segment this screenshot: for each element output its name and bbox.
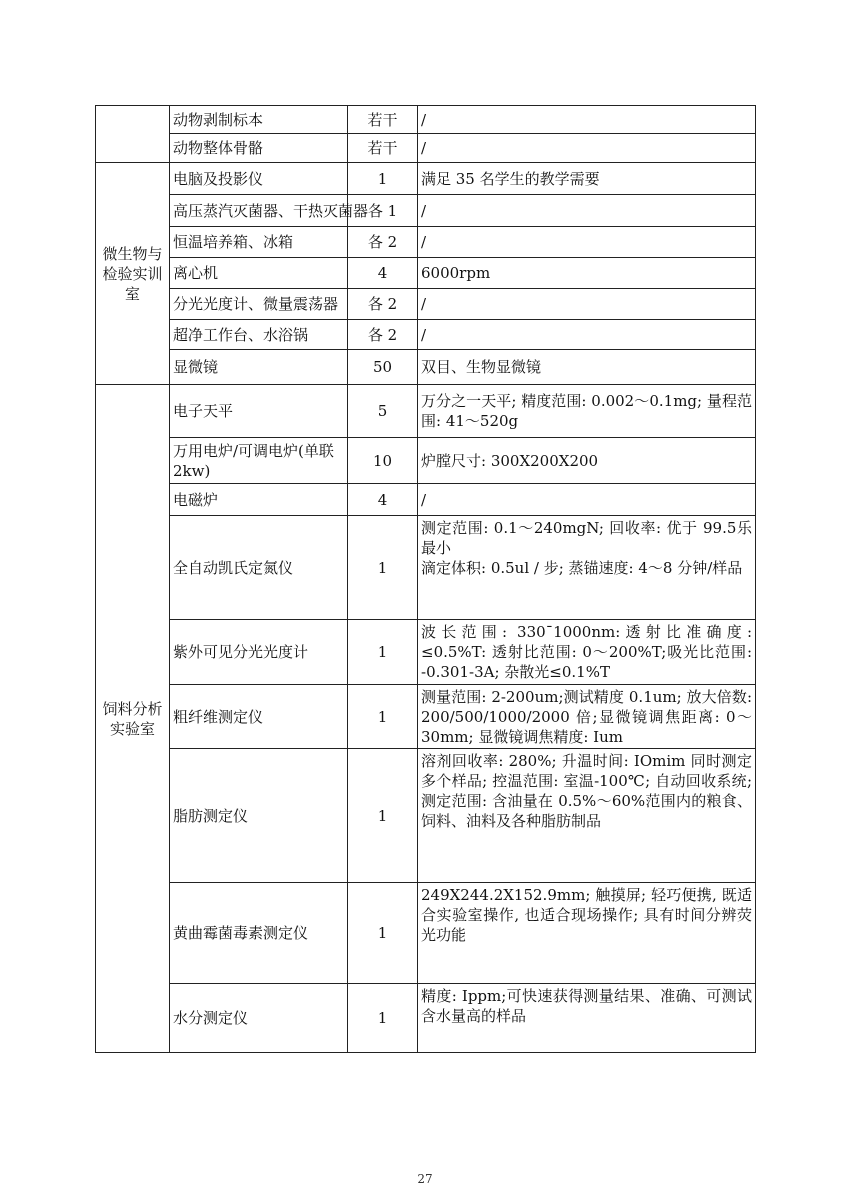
table-row [96,163,756,195]
equipment-name: 动物整体骨骼 [170,134,348,163]
equipment-spec [418,620,756,685]
room-cell [96,106,170,163]
equipment-name: 万用电炉/可调电炉(单联 2kw) [170,438,348,484]
table-row [96,438,756,484]
spec-text: 测定范围: 0.1～240mgN; 回收率: 优于 99.5乐最小 滴定体积: 0.5ul / 步; 蒸锚速度: 4～8 分钟/样品 [421,519,752,577]
equipment-spec: / [418,484,756,516]
table-row [96,685,756,749]
equipment-quantity: 各 2 [348,227,418,258]
room-cell: 微生物与检验实训室 [96,163,170,385]
room-cell: 饲料分析实验室 [96,385,170,1053]
equipment-quantity: 4 [348,484,418,516]
spec-text: 万分之一天平; 精度范围: 0.002～0.1mg; 量程范围: 41～520g [421,392,752,430]
table-row [96,289,756,320]
equipment-name: 动物剥制标本 [170,106,348,134]
spec-text: 249X244.2X152.9mm; 触摸屏; 轻巧便携, 既适合实验室操作, 也适合现场操作; 具有时间分辨荧光功能 [421,886,752,944]
equipment-name: 粗纤维测定仪 [170,685,348,749]
equipment-spec [418,516,756,620]
table-row [96,350,756,385]
table-row [96,749,756,883]
spec-text: 溶剂回收率: 280%; 升温时间: IOmim 同时测定多个样品; 控温范围: 室温-100℃; 自动回收系统; 测定范围: 含油量在 0.5%～60%范围内的粮食、饲料、油料及各种脂肪制品 [421,752,752,830]
equipment-spec [418,385,756,438]
page-number: 27 [417,1172,433,1186]
equipment-quantity: 1 [348,749,418,883]
table-row [96,195,756,227]
equipment-quantity: 10 [348,438,418,484]
equipment-quantity: 1 [348,620,418,685]
table-row [96,134,756,163]
equipment-quantity: 1 [348,685,418,749]
equipment-name: 全自动凯氏定氮仪 [170,516,348,620]
equipment-name: 恒温培养箱、冰箱 [170,227,348,258]
table-row [96,516,756,620]
equipment-spec: 炉膛尺寸: 300X200X200 [418,438,756,484]
equipment-name: 脂肪测定仪 [170,749,348,883]
table-row [96,258,756,289]
equipment-spec: / [418,106,756,134]
equipment-name: 黄曲霉菌毒素测定仪 [170,883,348,984]
equipment-name: 电子天平 [170,385,348,438]
table-row [96,227,756,258]
equipment-spec: 6000rpm [418,258,756,289]
equipment-spec: / [418,134,756,163]
equipment-spec [418,984,756,1053]
equipment-name: 离心机 [170,258,348,289]
equipment-quantity: 1 [348,984,418,1053]
table-row [96,620,756,685]
table-row [96,484,756,516]
equipment-spec [418,883,756,984]
table-row [96,883,756,984]
equipment-spec: 满足 35 名学生的教学需要 [418,163,756,195]
equipment-quantity: 5 [348,385,418,438]
equipment-spec: / [418,289,756,320]
equipment-spec: / [418,195,756,227]
equipment-quantity: 1 [348,516,418,620]
equipment-quantity: 50 [348,350,418,385]
equipment-quantity: 各 1 [348,195,418,227]
equipment-quantity: 若干 [348,106,418,134]
equipment-spec: 双目、生物显微镜 [418,350,756,385]
equipment-spec [418,685,756,749]
equipment-name: 高压蒸汽灭菌器、干热灭菌器 [170,195,348,227]
equipment-quantity: 4 [348,258,418,289]
table-row [96,385,756,438]
equipment-quantity: 若干 [348,134,418,163]
spec-text: 精度: Ippm;可快速获得测量结果、准确、可测试含水量高的样品 [421,987,752,1025]
equipment-name: 超净工作台、水浴锅 [170,320,348,350]
equipment-name: 紫外可见分光光度计 [170,620,348,685]
table-row [96,106,756,134]
equipment-quantity: 各 2 [348,320,418,350]
equipment-name: 电磁炉 [170,484,348,516]
equipment-name: 显微镜 [170,350,348,385]
equipment-spec [418,749,756,883]
equipment-quantity: 1 [348,883,418,984]
equipment-spec: / [418,227,756,258]
spec-text: 波长范围: 330¯1000nm:透射比准确度: ≤0.5%T: 透射比范围: 0～200%T;吸光比范围: -0.301-3A; 杂散光≤0.1%T [421,623,752,681]
table-row [96,320,756,350]
spec-text: 测量范围: 2-200um;测试精度 0.1um; 放大倍数: 200/500/1000/2000 倍;显微镜调焦距离: 0～30mm; 显微镜调焦精度: Ium [421,688,752,746]
table-row [96,984,756,1053]
equipment-table [95,105,756,1053]
equipment-quantity: 1 [348,163,418,195]
equipment-name: 分光光度计、微量震荡器 [170,289,348,320]
equipment-name: 水分测定仪 [170,984,348,1053]
equipment-name: 电脑及投影仪 [170,163,348,195]
equipment-spec: / [418,320,756,350]
equipment-quantity: 各 2 [348,289,418,320]
